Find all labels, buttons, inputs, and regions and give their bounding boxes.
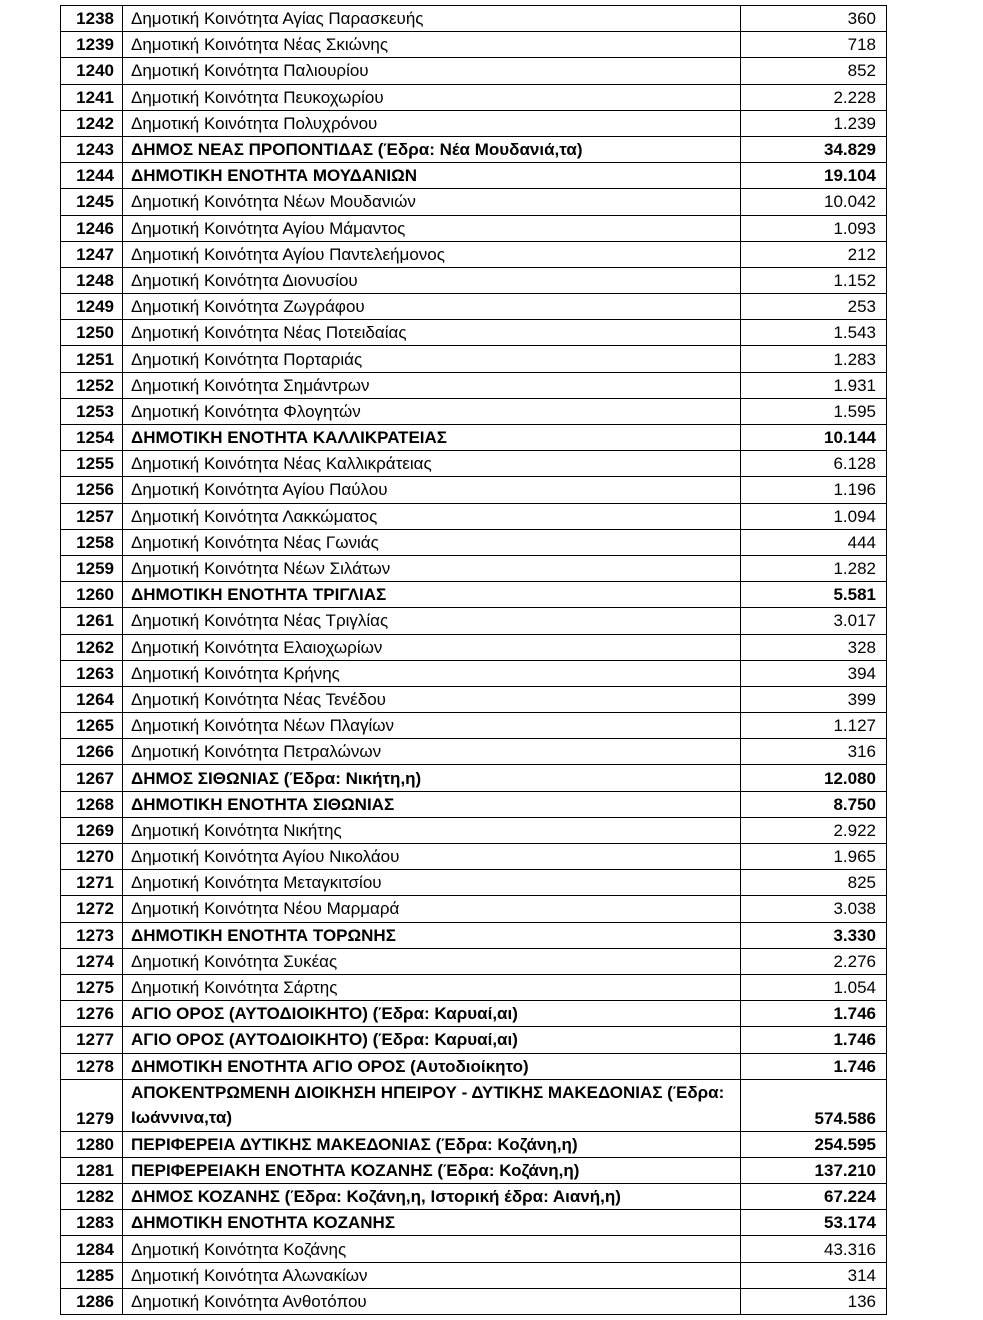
population-cell: 1.093 — [741, 215, 887, 241]
population-cell: 1.239 — [741, 110, 887, 136]
row-number-cell: 1269 — [61, 817, 123, 843]
table-row — [61, 686, 887, 712]
area-name-cell: ΔΗΜΟΣ ΝΕΑΣ ΠΡΟΠΟΝΤΙΔΑΣ (Έδρα: Νέα Μουδανιά,τα) — [123, 136, 741, 162]
area-name-cell: Δημοτική Κοινότητα Διονυσίου — [123, 267, 741, 293]
row-number-cell: 1284 — [61, 1236, 123, 1262]
population-cell: 444 — [741, 529, 887, 555]
table-row — [61, 58, 887, 84]
table-row — [61, 84, 887, 110]
table-row — [61, 1053, 887, 1079]
area-name-cell: Δημοτική Κοινότητα Λακκώματος — [123, 503, 741, 529]
population-cell: 6.128 — [741, 451, 887, 477]
table-row — [61, 1131, 887, 1157]
row-number-cell: 1248 — [61, 267, 123, 293]
population-cell: 53.174 — [741, 1210, 887, 1236]
table-row — [61, 425, 887, 451]
area-name-cell: Δημοτική Κοινότητα Πολυχρόνου — [123, 110, 741, 136]
row-number-cell: 1270 — [61, 844, 123, 870]
row-number-cell: 1285 — [61, 1262, 123, 1288]
row-number-cell: 1241 — [61, 84, 123, 110]
population-cell: 19.104 — [741, 163, 887, 189]
population-cell: 43.316 — [741, 1236, 887, 1262]
table-row — [61, 6, 887, 32]
population-cell: 852 — [741, 58, 887, 84]
table-row — [61, 739, 887, 765]
population-cell: 1.931 — [741, 372, 887, 398]
row-number-cell: 1280 — [61, 1131, 123, 1157]
table-row — [61, 713, 887, 739]
area-name-cell: Δημοτική Κοινότητα Αλωνακίων — [123, 1262, 741, 1288]
area-name-cell: Δημοτική Κοινότητα Πετραλώνων — [123, 739, 741, 765]
table-row — [61, 477, 887, 503]
table-row — [61, 32, 887, 58]
row-number-cell: 1258 — [61, 529, 123, 555]
row-number-cell: 1286 — [61, 1288, 123, 1314]
row-number-cell: 1254 — [61, 425, 123, 451]
table-row — [61, 555, 887, 581]
table-row — [61, 817, 887, 843]
table-row — [61, 660, 887, 686]
row-number-cell: 1238 — [61, 6, 123, 32]
row-number-cell: 1281 — [61, 1157, 123, 1183]
table-row — [61, 608, 887, 634]
area-name-cell: Δημοτική Κοινότητα Νέας Τριγλίας — [123, 608, 741, 634]
row-number-cell: 1259 — [61, 555, 123, 581]
population-cell: 1.965 — [741, 844, 887, 870]
population-cell: 12.080 — [741, 765, 887, 791]
area-name-cell: Δημοτική Κοινότητα Κοζάνης — [123, 1236, 741, 1262]
population-cell: 254.595 — [741, 1131, 887, 1157]
table-row — [61, 398, 887, 424]
population-cell: 212 — [741, 241, 887, 267]
row-number-cell: 1272 — [61, 896, 123, 922]
row-number-cell: 1282 — [61, 1184, 123, 1210]
table-row — [61, 896, 887, 922]
row-number-cell: 1271 — [61, 870, 123, 896]
row-number-cell: 1257 — [61, 503, 123, 529]
table-row — [61, 215, 887, 241]
population-cell: 3.038 — [741, 896, 887, 922]
population-cell: 1.595 — [741, 398, 887, 424]
area-name-cell: Δημοτική Κοινότητα Σημάντρων — [123, 372, 741, 398]
population-cell: 1.282 — [741, 555, 887, 581]
area-name-cell: Δημοτική Κοινότητα Αγίου Μάμαντος — [123, 215, 741, 241]
population-cell: 2.228 — [741, 84, 887, 110]
area-name-cell: Δημοτική Κοινότητα Αγίας Παρασκευής — [123, 6, 741, 32]
table-row — [61, 765, 887, 791]
table-body — [61, 6, 887, 1315]
population-cell: 2.276 — [741, 948, 887, 974]
area-name-cell: Δημοτική Κοινότητα Νέων Πλαγίων — [123, 713, 741, 739]
population-cell: 394 — [741, 660, 887, 686]
row-number-cell: 1250 — [61, 320, 123, 346]
area-name-cell: Δημοτική Κοινότητα Παλιουρίου — [123, 58, 741, 84]
area-name-cell: Δημοτική Κοινότητα Νικήτης — [123, 817, 741, 843]
table-row — [61, 1210, 887, 1236]
area-name-cell: ΔΗΜΟΤΙΚΗ ΕΝΟΤΗΤΑ ΜΟΥΔΑΝΙΩΝ — [123, 163, 741, 189]
area-name-cell: Δημοτική Κοινότητα Φλογητών — [123, 398, 741, 424]
population-cell: 399 — [741, 686, 887, 712]
population-cell: 1.746 — [741, 1027, 887, 1053]
row-number-cell: 1251 — [61, 346, 123, 372]
row-number-cell: 1261 — [61, 608, 123, 634]
population-table — [60, 5, 887, 1315]
area-name-cell: ΔΗΜΟΤΙΚΗ ΕΝΟΤΗΤΑ ΚΟΖΑΝΗΣ — [123, 1210, 741, 1236]
table-row — [61, 634, 887, 660]
table-row — [61, 189, 887, 215]
population-cell: 34.829 — [741, 136, 887, 162]
area-name-cell: Δημοτική Κοινότητα Ανθοτόπου — [123, 1288, 741, 1314]
row-number-cell: 1240 — [61, 58, 123, 84]
population-cell: 314 — [741, 1262, 887, 1288]
population-cell: 316 — [741, 739, 887, 765]
row-number-cell: 1267 — [61, 765, 123, 791]
population-cell: 1.094 — [741, 503, 887, 529]
population-cell: 1.152 — [741, 267, 887, 293]
table-row — [61, 451, 887, 477]
table-row — [61, 372, 887, 398]
population-cell: 328 — [741, 634, 887, 660]
area-name-cell: Δημοτική Κοινότητα Νέας Γωνιάς — [123, 529, 741, 555]
population-cell: 574.586 — [741, 1079, 887, 1131]
row-number-cell: 1252 — [61, 372, 123, 398]
area-name-cell: Δημοτική Κοινότητα Πευκοχωρίου — [123, 84, 741, 110]
row-number-cell: 1277 — [61, 1027, 123, 1053]
row-number-cell: 1262 — [61, 634, 123, 660]
area-name-cell: ΑΠΟΚΕΝΤΡΩΜΕΝΗ ΔΙΟΙΚΗΣΗ ΗΠΕΙΡΟΥ - ΔΥΤΙΚΗΣ ΜΑΚΕΔΟΝΙΑΣ (Έδρα: Ιωάννινα,τα) — [123, 1079, 741, 1131]
area-name-cell: Δημοτική Κοινότητα Νέας Καλλικράτειας — [123, 451, 741, 477]
row-number-cell: 1239 — [61, 32, 123, 58]
row-number-cell: 1268 — [61, 791, 123, 817]
population-cell: 1.127 — [741, 713, 887, 739]
row-number-cell: 1279 — [61, 1079, 123, 1131]
table-row — [61, 241, 887, 267]
population-cell: 3.330 — [741, 922, 887, 948]
population-cell: 10.042 — [741, 189, 887, 215]
table-row — [61, 1027, 887, 1053]
population-cell: 5.581 — [741, 582, 887, 608]
row-number-cell: 1273 — [61, 922, 123, 948]
area-name-cell: ΠΕΡΙΦΕΡΕΙΑ ΔΥΤΙΚΗΣ ΜΑΚΕΔΟΝΙΑΣ (Έδρα: Κοζάνη,η) — [123, 1131, 741, 1157]
row-number-cell: 1253 — [61, 398, 123, 424]
row-number-cell: 1278 — [61, 1053, 123, 1079]
area-name-cell: Δημοτική Κοινότητα Νέας Τενέδου — [123, 686, 741, 712]
table-row — [61, 1001, 887, 1027]
row-number-cell: 1276 — [61, 1001, 123, 1027]
table-row — [61, 1079, 887, 1131]
row-number-cell: 1283 — [61, 1210, 123, 1236]
area-name-cell: Δημοτική Κοινότητα Πορταριάς — [123, 346, 741, 372]
row-number-cell: 1249 — [61, 294, 123, 320]
row-number-cell: 1274 — [61, 948, 123, 974]
area-name-cell: ΔΗΜΟΣ ΣΙΘΩΝΙΑΣ (Έδρα: Νικήτη,η) — [123, 765, 741, 791]
table-row — [61, 1157, 887, 1183]
table-row — [61, 320, 887, 346]
table-row — [61, 844, 887, 870]
row-number-cell: 1265 — [61, 713, 123, 739]
table-row — [61, 791, 887, 817]
area-name-cell: Δημοτική Κοινότητα Νέου Μαρμαρά — [123, 896, 741, 922]
area-name-cell: ΑΓΙΟ ΟΡΟΣ (ΑΥΤΟΔΙΟΙΚΗΤΟ) (Έδρα: Καρυαί,αι) — [123, 1027, 741, 1053]
row-number-cell: 1242 — [61, 110, 123, 136]
area-name-cell: Δημοτική Κοινότητα Νέας Σκιώνης — [123, 32, 741, 58]
table-row — [61, 529, 887, 555]
row-number-cell: 1256 — [61, 477, 123, 503]
area-name-cell: ΔΗΜΟΤΙΚΗ ΕΝΟΤΗΤΑ ΚΑΛΛΙΚΡΑΤΕΙΑΣ — [123, 425, 741, 451]
area-name-cell: ΠΕΡΙΦΕΡΕΙΑΚΗ ΕΝΟΤΗΤΑ ΚΟΖΑΝΗΣ (Έδρα: Κοζάνη,η) — [123, 1157, 741, 1183]
population-cell: 137.210 — [741, 1157, 887, 1183]
population-cell: 718 — [741, 32, 887, 58]
area-name-cell: Δημοτική Κοινότητα Συκέας — [123, 948, 741, 974]
table-row — [61, 582, 887, 608]
row-number-cell: 1246 — [61, 215, 123, 241]
table-row — [61, 136, 887, 162]
table-row — [61, 267, 887, 293]
table-row — [61, 870, 887, 896]
area-name-cell: ΔΗΜΟΤΙΚΗ ΕΝΟΤΗΤΑ ΣΙΘΩΝΙΑΣ — [123, 791, 741, 817]
area-name-cell: Δημοτική Κοινότητα Νέων Σιλάτων — [123, 555, 741, 581]
population-cell: 10.144 — [741, 425, 887, 451]
area-name-cell: Δημοτική Κοινότητα Σάρτης — [123, 974, 741, 1000]
row-number-cell: 1255 — [61, 451, 123, 477]
population-cell: 825 — [741, 870, 887, 896]
table-row — [61, 948, 887, 974]
area-name-cell: Δημοτική Κοινότητα Ελαιοχωρίων — [123, 634, 741, 660]
row-number-cell: 1243 — [61, 136, 123, 162]
area-name-cell: ΔΗΜΟΤΙΚΗ ΕΝΟΤΗΤΑ ΑΓΙΟ ΟΡΟΣ (Αυτοδιοίκητο) — [123, 1053, 741, 1079]
table-row — [61, 922, 887, 948]
area-name-cell: Δημοτική Κοινότητα Αγίου Παύλου — [123, 477, 741, 503]
row-number-cell: 1244 — [61, 163, 123, 189]
population-cell: 2.922 — [741, 817, 887, 843]
table-row — [61, 1262, 887, 1288]
row-number-cell: 1260 — [61, 582, 123, 608]
table-row — [61, 503, 887, 529]
area-name-cell: ΔΗΜΟΣ ΚΟΖΑΝΗΣ (Έδρα: Κοζάνη,η, Ιστορική έδρα: Αιανή,η) — [123, 1184, 741, 1210]
row-number-cell: 1275 — [61, 974, 123, 1000]
area-name-cell: Δημοτική Κοινότητα Αγίου Παντελεήμονος — [123, 241, 741, 267]
row-number-cell: 1247 — [61, 241, 123, 267]
population-cell: 1.054 — [741, 974, 887, 1000]
table-row — [61, 974, 887, 1000]
row-number-cell: 1263 — [61, 660, 123, 686]
area-name-cell: Δημοτική Κοινότητα Κρήνης — [123, 660, 741, 686]
row-number-cell: 1266 — [61, 739, 123, 765]
population-cell: 1.746 — [741, 1001, 887, 1027]
population-cell: 3.017 — [741, 608, 887, 634]
area-name-cell: Δημοτική Κοινότητα Αγίου Νικολάου — [123, 844, 741, 870]
population-cell: 1.746 — [741, 1053, 887, 1079]
population-cell: 1.543 — [741, 320, 887, 346]
area-name-cell: Δημοτική Κοινότητα Νέας Ποτειδαίας — [123, 320, 741, 346]
area-name-cell: Δημοτική Κοινότητα Μεταγκιτσίου — [123, 870, 741, 896]
area-name-cell: ΔΗΜΟΤΙΚΗ ΕΝΟΤΗΤΑ ΤΟΡΩΝΗΣ — [123, 922, 741, 948]
table-row — [61, 1236, 887, 1262]
population-cell: 1.196 — [741, 477, 887, 503]
population-cell: 1.283 — [741, 346, 887, 372]
row-number-cell: 1245 — [61, 189, 123, 215]
area-name-cell: ΑΓΙΟ ΟΡΟΣ (ΑΥΤΟΔΙΟΙΚΗΤΟ) (Έδρα: Καρυαί,αι) — [123, 1001, 741, 1027]
table-row — [61, 163, 887, 189]
area-name-cell: Δημοτική Κοινότητα Νέων Μουδανιών — [123, 189, 741, 215]
area-name-cell: Δημοτική Κοινότητα Ζωγράφου — [123, 294, 741, 320]
table-row — [61, 294, 887, 320]
table-row — [61, 1288, 887, 1314]
table-row — [61, 346, 887, 372]
row-number-cell: 1264 — [61, 686, 123, 712]
population-cell: 136 — [741, 1288, 887, 1314]
table-row — [61, 1184, 887, 1210]
population-cell: 360 — [741, 6, 887, 32]
population-cell: 253 — [741, 294, 887, 320]
area-name-cell: ΔΗΜΟΤΙΚΗ ΕΝΟΤΗΤΑ ΤΡΙΓΛΙΑΣ — [123, 582, 741, 608]
population-cell: 67.224 — [741, 1184, 887, 1210]
table-row — [61, 110, 887, 136]
population-cell: 8.750 — [741, 791, 887, 817]
